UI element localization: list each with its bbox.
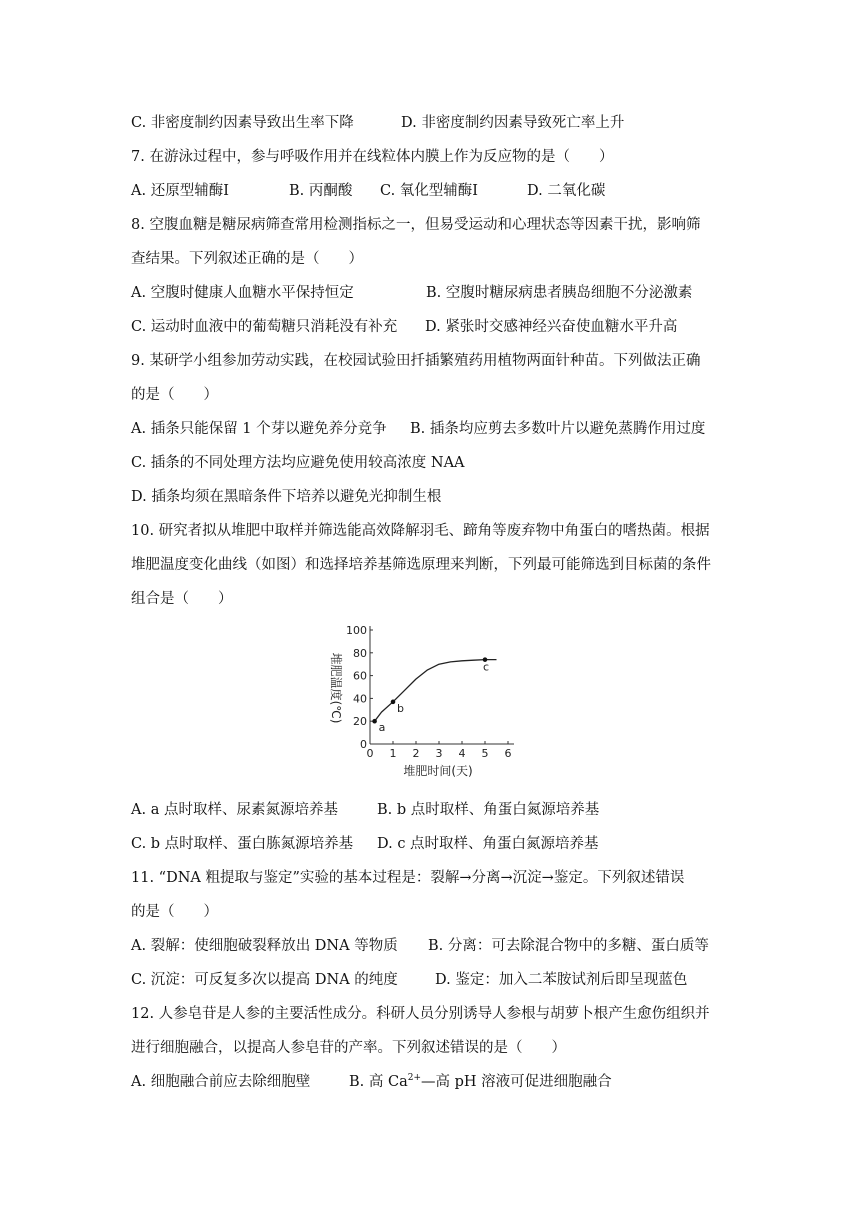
q8-stem-1: 8. 空腹血糖是糖尿病筛查常用检测指标之一，但易受运动和心理状态等因素干扰，影响筛: [131, 217, 701, 233]
option-d: D. c 点时取样、角蛋白氮源培养基: [377, 836, 599, 852]
compost-temperature-chart: [318, 620, 538, 782]
point-b: [391, 700, 396, 705]
q11-stem-1: 11. “DNA 粗提取与鉴定”实验的基本过程是：裂解→分离→沉淀→鉴定。下列叙述错误: [131, 870, 685, 886]
chart-ticks: [346, 624, 512, 760]
option-b: B. 高 $Ca^{2+}—$高 pH 溶液可促进细胞融合: [349, 1073, 612, 1090]
q10-stem-1: 10. 研究者拟从堆肥中取样并筛选能高效降解羽毛、蹄角等废弃物中角蛋白的嗜热菌。根据: [131, 523, 710, 539]
q8-options-cd: [131, 317, 677, 337]
option-b: B. 插条均应剪去多数叶片以避免蒸腾作用过度: [410, 421, 706, 437]
x-tick-label: 1: [389, 747, 397, 760]
option-a: A. 插条只能保留 1 个芽以避免养分竞争: [131, 421, 387, 437]
q7-options: [131, 181, 605, 201]
q12-stem-2: 进行细胞融合，以提高人参皂苷的产率。下列叙述错误的是（ ）: [131, 1040, 566, 1056]
option-c: C. 非密度制约因素导致出生率下降: [131, 115, 354, 131]
x-tick-label: 6: [504, 747, 512, 760]
y-tick-label: 80: [353, 646, 367, 660]
x-tick-label: 3: [435, 747, 443, 760]
chart-series: [375, 660, 497, 722]
option-c: C. b 点时取样、蛋白胨氮源培养基: [131, 836, 354, 852]
option-a: A. a 点时取样、尿素氮源培养基: [131, 802, 338, 818]
x-tick-label: 4: [458, 747, 466, 760]
y-tick-label: 20: [353, 715, 367, 729]
option-a: A. 细胞融合前应去除细胞壁: [131, 1074, 311, 1090]
q12-options-ab: [131, 1072, 612, 1092]
q11-stem-2: 的是（ ）: [131, 904, 218, 920]
q10-options-ab: [131, 800, 599, 820]
q9-options-ab: [131, 419, 705, 439]
x-tick-label: 5: [481, 747, 489, 760]
chart-axes: [370, 626, 514, 744]
y-tick-label: 0: [360, 738, 367, 751]
q9-option-d: D. 插条均须在黑暗条件下培养以避免光抑制生根: [131, 489, 442, 505]
option-b: B. b 点时取样、角蛋白氮源培养基: [377, 802, 600, 818]
option-a: A. 空腹时健康人血糖水平保持恒定: [131, 285, 354, 301]
q10-options-cd: [131, 834, 599, 854]
y-axis-label: 堆肥温度(℃): [329, 652, 343, 724]
y-tick-label: 100: [346, 624, 367, 637]
x-tick-label: 2: [412, 747, 420, 760]
q8-stem-2: 查结果。下列叙述正确的是（ ）: [131, 251, 363, 267]
q8-options-ab: [131, 283, 692, 303]
q9-stem-2: 的是（ ）: [131, 387, 218, 403]
point-label-a: a: [378, 721, 386, 735]
option-b: B. 空腹时糖尿病患者胰岛细胞不分泌激素: [426, 285, 693, 301]
q11-options-ab: [131, 936, 709, 956]
option-b: B. 丙酮酸: [289, 183, 353, 199]
q9-option-c: C. 插条的不同处理方法均应避免使用较高浓度 NAA: [131, 455, 465, 471]
option-d: D. 非密度制约因素导致死亡率上升: [401, 115, 625, 131]
q6-options-cd: [131, 113, 624, 133]
x-tick-label: 0: [366, 747, 374, 760]
option-a: A. 裂解：使细胞破裂释放出 DNA 等物质: [131, 938, 398, 954]
q12-stem-1: 12. 人参皂苷是人参的主要活性成分。科研人员分别诱导人参根与胡萝卜根产生愈伤组织并: [131, 1006, 710, 1022]
point-a: [372, 719, 377, 724]
y-tick-label: 40: [353, 692, 367, 706]
option-c: C. 沉淀：可反复多次以提高 DNA 的纯度: [131, 972, 398, 988]
option-d: D. 鉴定：加入二苯胺试剂后即呈现蓝色: [435, 972, 688, 988]
x-axis-label: 堆肥时间(天): [403, 764, 473, 778]
q9-stem-1: 9. 某研学小组参加劳动实践，在校园试验田扦插繁殖药用植物两面针种苗。下列做法正确: [131, 353, 701, 369]
q10-stem-2: 堆肥温度变化曲线（如图）和选择培养基筛选原理来判断，下列最可能筛选到目标菌的条件: [131, 557, 711, 573]
option-d: D. 紧张时交感神经兴奋使血糖水平升高: [425, 319, 678, 335]
q11-options-cd: [131, 970, 687, 990]
option-b: B. 分离：可去除混合物中的多糖、蛋白质等: [428, 938, 709, 954]
temperature-curve: [375, 660, 497, 722]
option-c: C. 氧化型辅酶Ⅰ: [380, 183, 479, 199]
option-a: A. 还原型辅酶Ⅰ: [131, 183, 229, 199]
option-c: C. 运动时血液中的葡萄糖只消耗没有补充: [131, 319, 398, 335]
q7-stem: 7. 在游泳过程中，参与呼吸作用并在线粒体内膜上作为反应物的是（ ）: [131, 149, 614, 165]
point-label-c: c: [483, 660, 490, 674]
option-d: D. 二氧化碳: [527, 183, 606, 199]
point-label-b: b: [397, 701, 404, 715]
q10-stem-3: 组合是（ ）: [131, 591, 233, 607]
y-tick-label: 60: [353, 669, 367, 683]
